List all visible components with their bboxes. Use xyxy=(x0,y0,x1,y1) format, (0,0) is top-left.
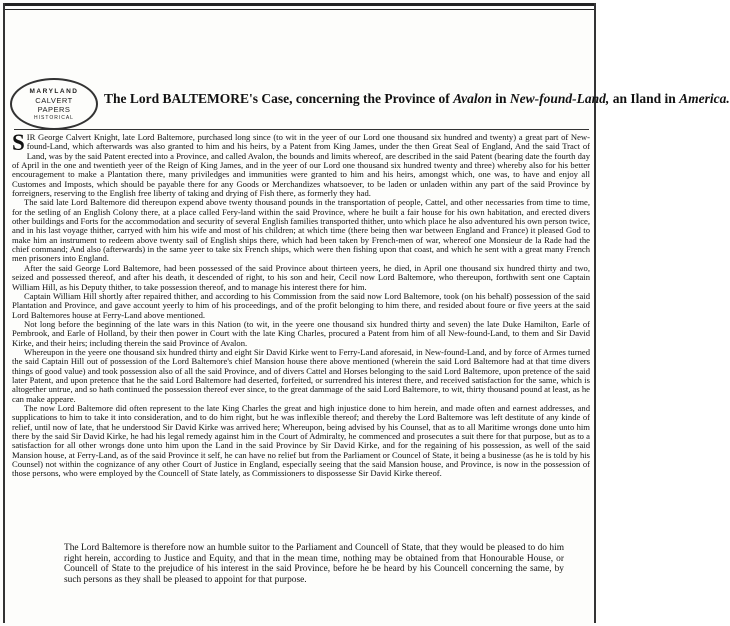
top-border-thin xyxy=(3,9,595,10)
stamp-line-2: CALVERT xyxy=(35,95,73,105)
closing-petition: The Lord Baltemore is therefore now an humble suitor to the Parliament and Councell of State, that they would be pleased to do him right herein, according to Justice and Equity, and that in the mean time, nothing may be obtained from that Honourable House, or Councell of State to the prejudice of his interest in the said Province, before he be heard by his Councell concerning the same, by such persons as they shall be pleased to appoint for that purpose. xyxy=(64,543,564,585)
title-rule xyxy=(14,129,589,130)
title-part-6: New-found-Land, xyxy=(509,91,610,106)
document-body xyxy=(12,130,590,479)
paragraph-6: Whereupon in the yeere one thousand six hundred thirty and eight Sir David Kirke went to Ferry-Land aforesaid, in New-found-Land, and by force of Armes turned the said Captain Hill out of possession of the Lord Baltemore's chief Mansion house there above mentioned (wherein the said Lord Baltemore had at that time divers things of good value) and took possession also of all the said Province, and of divers Cattel and Horses belonging to the said Lord Baltemore, upon pretence of the said later Patent, and upon pretence that he the said Lord Baltemore had deserted, forfeited, or surrendred his interest there, and received satisfaction for the same, which is altogether untrue, and so hath continued the possession thereof ever since, to the great dammage of the said Lord Baltemore, to wit, thirty thousand pound at least, as he can make appeare. xyxy=(12,346,590,404)
document-title xyxy=(104,91,730,107)
paragraph-text: IR George Calvert Knight, late Lord Baltemore, purchased long since (to wit in the yeer of our Lord one thousand six hundred and twenty) a great part of New-found-Land, which afterwards was also granted to him and his heirs, by a Patent from King James, under the then Great Seal of England, And the said Tract of Land, was by the said Patent erected into a Province, and called Avalon, the bounds and limits whereof, are described in the said Patent (bearing date the fourth day of April in the one and twentieth yeer of the Reign of King James, and in the yeer of our Lord one thousand six hundred twenty and three) whereby also for his better encouragement to make a Plantation there, many priviledges and immunities were granted to him and his heirs, amongst which, one was, to have and enjoy all Customes and Imposts, which should be payable there for any Goods or Merchandizes whatsoever, to be laden or unladen within any part of the said Province by forreigners, reserving to the English free liberty of taking and drying of Fish there, as formerly they had. xyxy=(12,132,590,199)
stamp-line-4: HISTORICAL xyxy=(34,114,74,121)
title-part-3: Case, concerning the Province of xyxy=(261,91,450,106)
archive-stamp xyxy=(10,78,98,130)
paragraph-5: Not long before the beginning of the late wars in this Nation (to wit, in the yeere one thousand six hundred thirty and seven) the late Duke Hamilton, Earle of Pembrook, and Earle of Holland, by their then power in Court with the late King Charles, procured a Patent from him of all New-found-Land, to them and Sir David Kirke, and their heirs; including therein the said Province of Avalon. xyxy=(12,318,590,348)
stamp-line-1: MARYLAND xyxy=(29,87,79,95)
paragraph-4: Captain William Hill shortly after repaired thither, and according to his Commission from the said now Lord Baltemore, took (on his behalf) possession of the said Plantation and Province, and gave account yeerly to him of his proceedings, and of the profit belonging to him there, and resided about foure or five yeers at the said Lord Baltemores house at Ferry-Land above mentioned. xyxy=(12,290,590,320)
drop-cap: S xyxy=(12,130,25,155)
paragraph-7: The now Lord Baltemore did often represent to the late King Charles the great and high injustice done to him herein, and made often and earnest addresses, and supplications to him to take it into consideration, and to do him right, but he was inflexible thereof; and thereby the Lord Baltemore was left destitute of any kinde of relief, until now of late, that he understood Sir David Kirke was arrived here; Whereupon, being advised by his Counsel, that as to all Maritime wrongs done unto him there by the said Sir David Kirke, he had his legal remedy against him in the Court of Admiralty, he commenced and prosecutes a suit there for that purpose, but as to a satisfaction for all other wrongs done unto him upon the Land in the said Province by Sir David Kirke, and for the regaining of his possession, as well of the said Mansion house, at Ferry-Land, as of the said Province it self, he can have no relief but from the Parliament or Councel of State, it being a businesse (as he is told by his Counsel) not within the cognizance of any other Court of Justice in England, especially seeing that the said Mansion house, and Province, is now in the possession of those persons, who were employed by the Councell of State lately, as Commissioners to dispossesse Sir David Kirke thereof. xyxy=(12,402,590,479)
title-part-8: America. xyxy=(679,91,730,106)
title-part-1: The Lord xyxy=(104,91,160,106)
paragraph-1 xyxy=(12,130,590,199)
stamp-line-3: PAPERS xyxy=(37,104,71,114)
title-part-2: BALTEMORE's xyxy=(162,91,259,106)
top-border xyxy=(3,3,595,6)
title-part-5: in xyxy=(495,91,507,106)
title-part-7: an Iland in xyxy=(612,91,676,106)
paragraph-2: The said late Lord Baltemore did thereupon expend above twenty thousand pounds in the transportation of people, Cattel, and other necessaries from time to time, for the setling of an English Colony there, at a place called Fery-land within the said Province, where he built a fair house for his own habitation, and erected divers other buildings and Forts for the accommodation and security of several English families transported thither, unto which place he also adventured his own person twice, and in his last voyage thither, carryed with him his wife and most of his children; at which time (there being then war between England and France) it pleased God to make him an instrument to redeem above twenty sail of English ships there, which had been taken by French-men of war, whereof one Monsieur de la Rade had the chief command; And also (afterwards) in the same yeer to take six French ships, which were then fishing upon that coast, and which he sent with a great many French men prisoners into England. xyxy=(12,197,590,264)
title-part-4: Avalon xyxy=(453,91,492,106)
paragraph-3: After the said George Lord Baltemore, had been possessed of the said Province about thirteen yeers, he died, in April one thousand six hundred thirty and two, seized and possessed thereof, and after his death, it descended of right, to his son and heir, Cecil now Lord Baltemore, who thereupon, forthwith sent one Captain William Hill, as his Deputy thither, to take possession thereof, and to manage his interest there for him. xyxy=(12,262,590,292)
left-border xyxy=(3,3,5,623)
